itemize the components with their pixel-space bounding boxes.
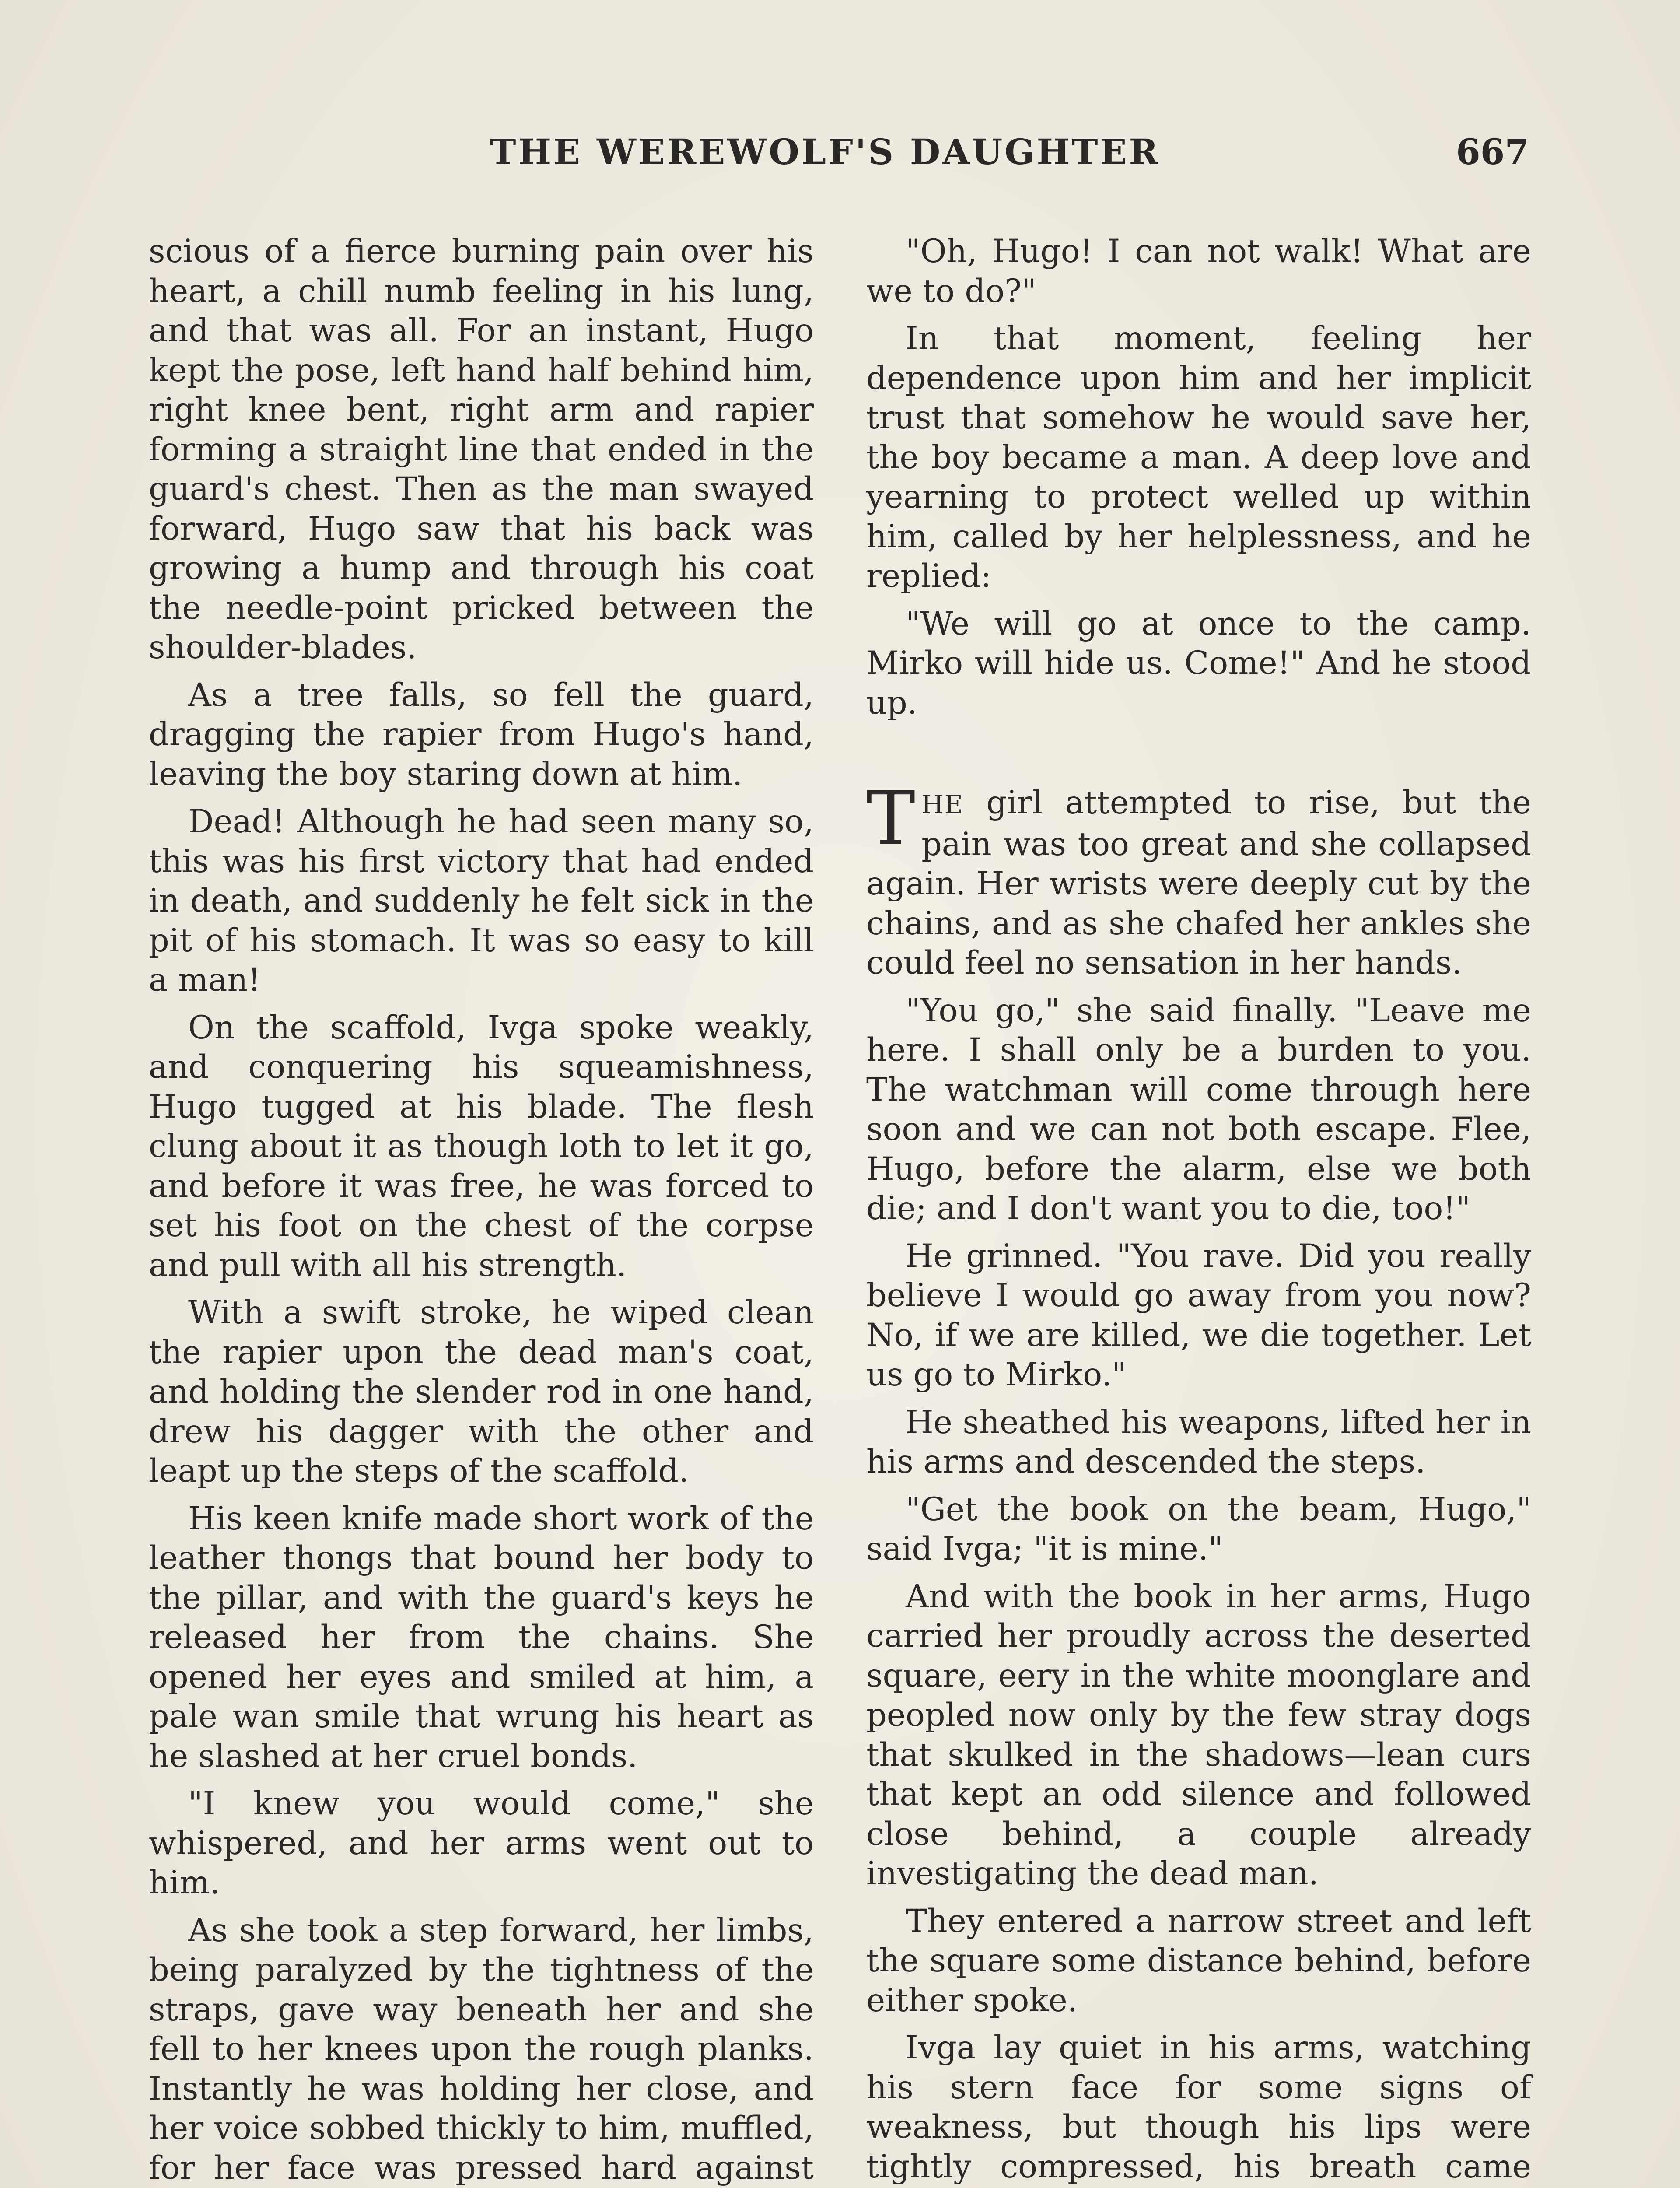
paragraph: Ivga lay quiet in his arms, watching his stern face for some signs of weakness, but though his lips were tightly compressed, his breath came <box>866 2029 1531 2185</box>
paragraph: "Get the book on the beam, Hugo," said Ivga; "it is mine." <box>866 1490 1531 1567</box>
paragraph: As a tree falls, so fell the guard, dragging the rapier from Hugo's hand, leaving the boy staring down at him. <box>149 676 814 793</box>
paragraph: On the scaffold, Ivga spoke weakly, and conquering his squeamishness, Hugo tugged at his blade. The flesh clung about it as though loth to let it go, and before it was free, he was forced to set his foot on the chest of the corpse and pull with all his strength. <box>149 1009 814 1284</box>
page-number: 667 <box>1456 131 1529 172</box>
section-opening-paragraph <box>866 775 1531 983</box>
paragraph: scious of a fierce burning pain over his heart, a chill numb feeling in his lung, and that was all. For an instant, Hugo kept the pose, left hand half behind him, right knee bent, right arm and rapier forming a straight line that ended in the guard's chest. Then as the man swayed forward, Hugo saw that his back was growing a hump and through his coat the needle-point pricked between the shoulder-blades. <box>149 233 814 666</box>
paragraph: His keen knife made short work of the leather thongs that bound her body to the pillar, and with the guard's keys he released her from the chains. She opened her eyes and smiled at him, a pale wan smile that wrung his heart as he slashed at her cruel bonds. <box>149 1500 814 1775</box>
paragraph: In that moment, feeling her dependence upon him and her implicit trust that somehow he would save her, the boy became a man. A deep love and yearning to protect welled up within him, called by her helplessness, and he replied: <box>866 320 1531 595</box>
paragraph: "We will go at once to the camp. Mirko will hide us. Come!" And he stood up. <box>866 605 1531 722</box>
small-caps-lead: HE <box>921 790 964 820</box>
paragraph: "You go," she said finally. "Leave me here. I shall only be a burden to you. The watchman will come through here soon and we can not both escape. Flee, Hugo, before the alarm, else we both die; and I don't want you to die, too!" <box>866 992 1531 1227</box>
paragraph: He grinned. "You rave. Did you really believe I would go away from you now? No, if we are killed, we die together. Let us go to Mirko." <box>866 1237 1531 1393</box>
running-title: THE WEREWOLF'S DAUGHTER <box>490 131 1161 172</box>
paragraph: And with the book in her arms, Hugo carried her proudly across the deserted square, eery in the white moonglare and peopled now only by the few stray dogs that skulked in the shadows—lean curs that kept an odd silence and followed close behind, a couple already investigating the dead man. <box>866 1578 1531 1892</box>
drop-cap: T <box>866 775 916 861</box>
paragraph: "Oh, Hugo! I can not walk! What are we to do?" <box>866 233 1531 310</box>
right-column <box>866 232 1531 2188</box>
section-opening-text: girl attempted to rise, but the pain was too great and she collapsed again. Her wrists were deeply cut by the chains, and as she chafed her ankles she could feel no sensation in her hands. <box>866 784 1531 982</box>
paragraph: As she took a step forward, her limbs, being paralyzed by the tightness of the straps, gave way beneath her and she fell to her knees upon the rough planks. Instantly he was holding her close, and her voice sobbed thickly to him, muffled, for her face was pressed hard against <box>149 1911 814 2187</box>
paragraph: With a swift stroke, he wiped clean the rapier upon the dead man's coat, and holding the slender rod in one hand, drew his dagger with the other and leapt up the steps of the scaffold. <box>149 1294 814 1490</box>
paragraph: They entered a narrow street and left the square some distance behind, before either spoke. <box>866 1902 1531 2019</box>
paragraph: "I knew you would come," she whispered, and her arms went out to him. <box>149 1785 814 1901</box>
paragraph: He sheathed his weapons, lifted her in his arms and descended the steps. <box>866 1403 1531 1480</box>
left-column <box>149 232 814 2188</box>
paragraph: Dead! Although he had seen many so, this was his first victory that had ended in death, and suddenly he felt sick in the pit of his stomach. It was so easy to kill a man! <box>149 803 814 999</box>
